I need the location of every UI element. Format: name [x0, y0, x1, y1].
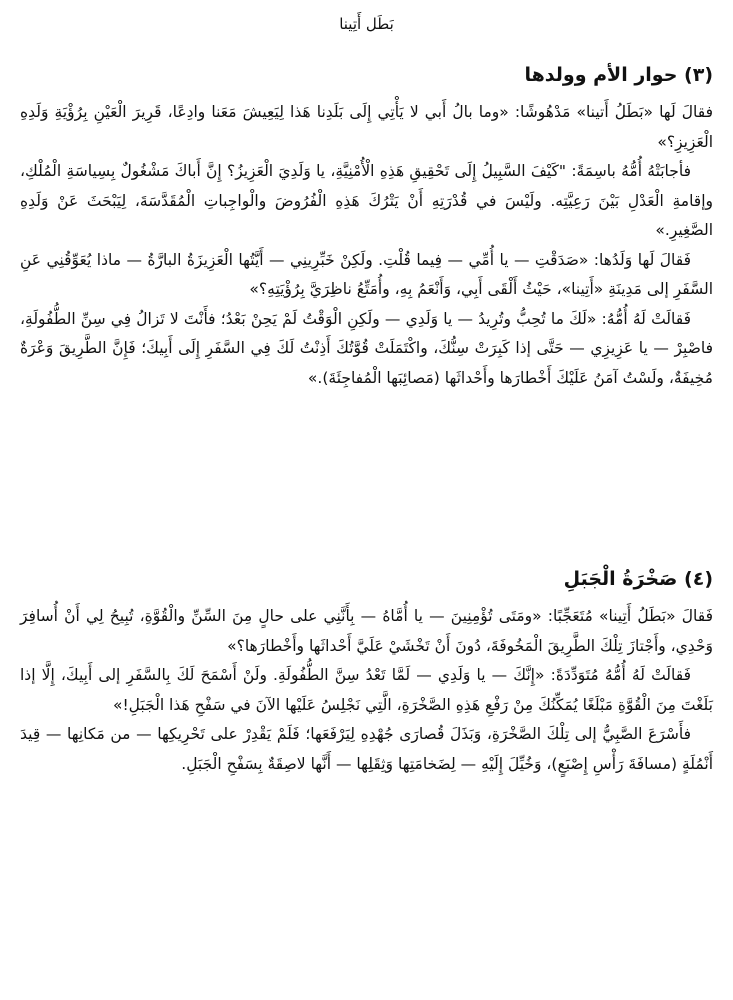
section-mountain-rock — [20, 566, 713, 779]
running-header: بَطَل أَتِينا — [339, 15, 394, 33]
paragraph: فَقالَتْ لَهُ أُمُّهُ مُتَوَدِّدَةً: «إِنَّكَ — يا وَلَدِي — لَمَّا تَعْدُ سِنَّ الطُّفُولَةِ. ولَنْ أَسْمَحَ لَكَ بِالسَّفَرِ إلى أَبِيكَ، إِلَّا إذا بَلَغْتَ مِنَ الْقُوَّةِ مَبْلَغًا يُمَكِّنُكَ مِنْ رَفْعِ هَذِهِ الصَّخْرَةِ، الَّتِي نَجْلِسُ عَلَيْها الآنَ في سَفْحِ هَذا الْجَبَلِ!» — [20, 666, 713, 714]
section-heading: (٤) صَخْرَةُ الْجَبَلِ — [563, 568, 713, 590]
paragraph: فَقالَ «بَطَلُ أَتِينا» مُتَعَجِّبًا: «ومَتَى تُؤْمِنِينَ — يا أُمَّاهُ — بِأَنَّنِي على حالٍ مِنَ السِّنِّ والْقُوَّةِ، تُبِيحُ لِي أَنْ أُسافِرَ وَحْدِي، وأَجْتازَ تِلْكَ الطَّرِيقَ الْمَخُوفَةَ، دُونَ أَنْ تَخْشَيْ عَلَيَّ أَحْداثَها وأَخْطارَها؟» — [20, 607, 713, 655]
paragraph: فَقالَتْ لَهُ أُمُّهُ: «لَكَ ما تُحِبُّ وتُرِيدُ — يا وَلَدِي — ولَكِنِ الْوَقْتُ لَمْ يَحِنْ بَعْدُ؛ فأَنْتَ لا تَزالُ فِي سِنِّ الطُّفُولَةِ، فاصْبِرْ — يا عَزِيزِي — حَتَّى إذا كَبِرَتْ سِنُّكَ، واكْتَمَلَتْ قُوَّتُكَ أَذِنْتُ لَكَ فِي السَّفَرِ إِلَى أَبِيكَ؛ فَإِنَّ الطَّرِيقَ وَعْرَةٌ مُخِيفَةٌ، ولَسْتُ آمَنُ عَلَيْكَ أَخْطارَها وأَحْداثَها (مَصائِبَها الْمُفاجِئَةَ).» — [20, 309, 713, 387]
paragraph: فأَسْرَعَ الصَّبِيُّ إلى تِلْكَ الصَّخْرَةِ، وَبَذَلَ قُصارَى جُهْدِهِ لِيَرْفَعَها؛ فَلَمْ يَقْدِرْ على تَحْرِيكِها — من مَكانِها — قِيدَ أَنْمُلَةٍ (مسافَةَ رَأْسِ إِصْبَعٍ)، وَخُيِّلَ إِلَيْهِ — لِضَخامَتِها وَثِقَلِها — أَنَّها لاصِقَةٌ بِسَفْحِ الْجَبَلِ. — [20, 725, 713, 773]
section-mother-son-dialogue — [20, 62, 713, 393]
paragraph: فأجابَتْهُ أُمُّهُ باسِمَةً: "كَيْفَ السَّبِيلُ إِلَى تَحْقِيقِ هَذِهِ الْأُمْنِيَّةِ، يا وَلَدِيَ الْعَزِيزُ؟ إِنَّ أَباكَ مَشْغُولٌ بِسِياسَةِ الْمُلْكِ، وإقامةِ الْعَدْلِ بَيْنَ رَعِيَّتِه. ولَيْسَ في قُدْرَتِهِ أَنْ يَتْرُكَ هَذِهِ الْفُرُوضَ والْواجِباتِ الْمُقَدَّسَةَ، لِيَبْحَثَ عَنْ وَلَدِهِ الصَّغِيرِ.» — [20, 162, 713, 239]
paragraph: فقالَ لَها «بَطَلُ أَتينا» مَدْهُوشًا: «وما بالُ أَبي لا يَأْتِي إِلَى بَلَدِنا هَذا لِيَعِيشَ مَعَنا وادِعًا، قَرِيرَ الْعَيْنِ بِرُؤْيَةِ وَلَدِهِ الْعَزِيزِ؟» — [20, 103, 713, 151]
paragraph: فَقالَ لَها وَلَدُها: «صَدَقْتِ — يا أُمِّي — فِيما قُلْتِ. ولَكِنْ خَبِّرِينِي — أَيَّتُها الْعَزِيزَةُ البارَّةُ — ماذا يُعَوِّقُنِي عَنِ السَّفَرِ إلى مَدِينَةِ «أَتِينا»، حَيْثُ أَلْقَى أَبِي، وَأَنْعَمُ بِهِ، وأُمَتِّعُ ناظِرَيَّ بِرُؤْيَتِهِ؟» — [20, 250, 713, 298]
section-heading: (٣) حوار الأم وولدها — [524, 64, 713, 86]
